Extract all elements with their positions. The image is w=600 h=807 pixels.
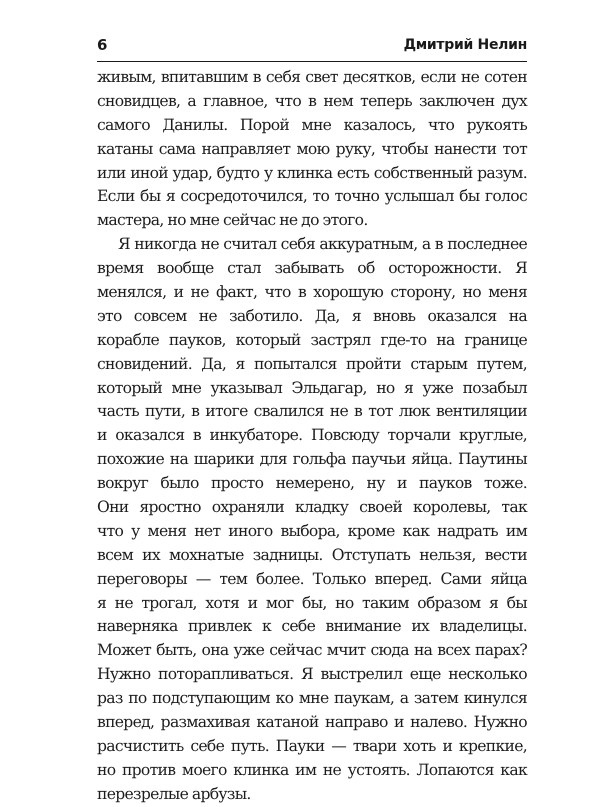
text-line: что у меня нет иного выбора, кроме как надрать им: [97, 521, 527, 540]
body-text: [97, 66, 527, 807]
running-header-author: Дмитрий Нелин: [403, 37, 527, 53]
paragraph: [97, 66, 527, 233]
running-header: [97, 30, 527, 62]
text-line: перезрелые арбузы.: [97, 784, 251, 803]
header-rule: [97, 61, 527, 62]
text-line: сновидцев, а главное, что в нем теперь заключен дух: [97, 91, 527, 110]
text-line: который мне указывал Эльдагар, но я уже позабыл: [97, 378, 527, 397]
text-line: это совсем не заботило. Да, я вновь оказался на: [97, 306, 527, 325]
paragraph: [97, 233, 527, 806]
text-line: менялся, и не факт, что в хорошую сторону, но меня: [97, 283, 527, 302]
text-line: вокруг было просто немерено, ну и пауков тоже.: [97, 474, 527, 493]
text-line: время вообще стал забывать об осторожности. Я: [97, 259, 527, 278]
text-line: или иной удар, будто у клинка есть собственный разум.: [97, 163, 527, 182]
text-line: Я никогда не считал себя аккуратным, а в последнее: [118, 235, 527, 254]
text-line: переговоры — тем более. Только вперед. Сами яйца: [97, 569, 527, 588]
text-line: всем их мохнатые задницы. Отступать нельзя, вести: [97, 545, 527, 564]
text-line: самого Данилы. Порой мне казалось, что рукоять: [97, 115, 527, 134]
text-line: Нужно поторапливаться. Я выстрелил еще несколько: [97, 665, 527, 684]
text-line: вперед, размахивая катаной направо и налево. Нужно: [97, 713, 527, 732]
text-line: Если бы я сосредоточился, то точно услышал бы голос: [97, 187, 527, 206]
text-line: и оказался в инкубаторе. Повсюду торчали круглые,: [97, 426, 527, 445]
text-line: раз по подступающим ко мне паукам, а затем кинулся: [97, 689, 527, 708]
text-line: я не трогал, хотя и мог бы, но таким образом я бы: [97, 593, 527, 612]
text-line: сновидений. Да, я попытался пройти старым путем,: [97, 354, 527, 373]
text-line: Может быть, она уже сейчас мчит сюда на всех парах?: [97, 641, 527, 660]
page-number: 6: [97, 36, 108, 54]
text-line: расчистить себе путь. Пауки — твари хоть и крепкие,: [97, 736, 527, 755]
text-line: Они яростно охраняли кладку своей королевы, так: [97, 498, 527, 517]
text-line: живым, впитавшим в себя свет десятков, если не сотен: [97, 68, 527, 86]
text-line: наверняка привлек к себе внимание их владелицы.: [97, 617, 527, 636]
text-line: катаны сама направляет мою руку, чтобы нанести тот: [97, 139, 527, 158]
text-line: мастера, но мне сейчас не до этого.: [97, 211, 368, 230]
text-line: корабле пауков, который застрял где-то на границе: [97, 330, 527, 349]
text-line: но против моего клинка им не устоять. Лопаются как: [97, 760, 527, 779]
text-line: часть пути, в итоге свалился не в тот люк вентиляции: [97, 402, 527, 421]
text-line: похожие на шарики для гольфа паучьи яйца. Паутины: [97, 450, 527, 469]
